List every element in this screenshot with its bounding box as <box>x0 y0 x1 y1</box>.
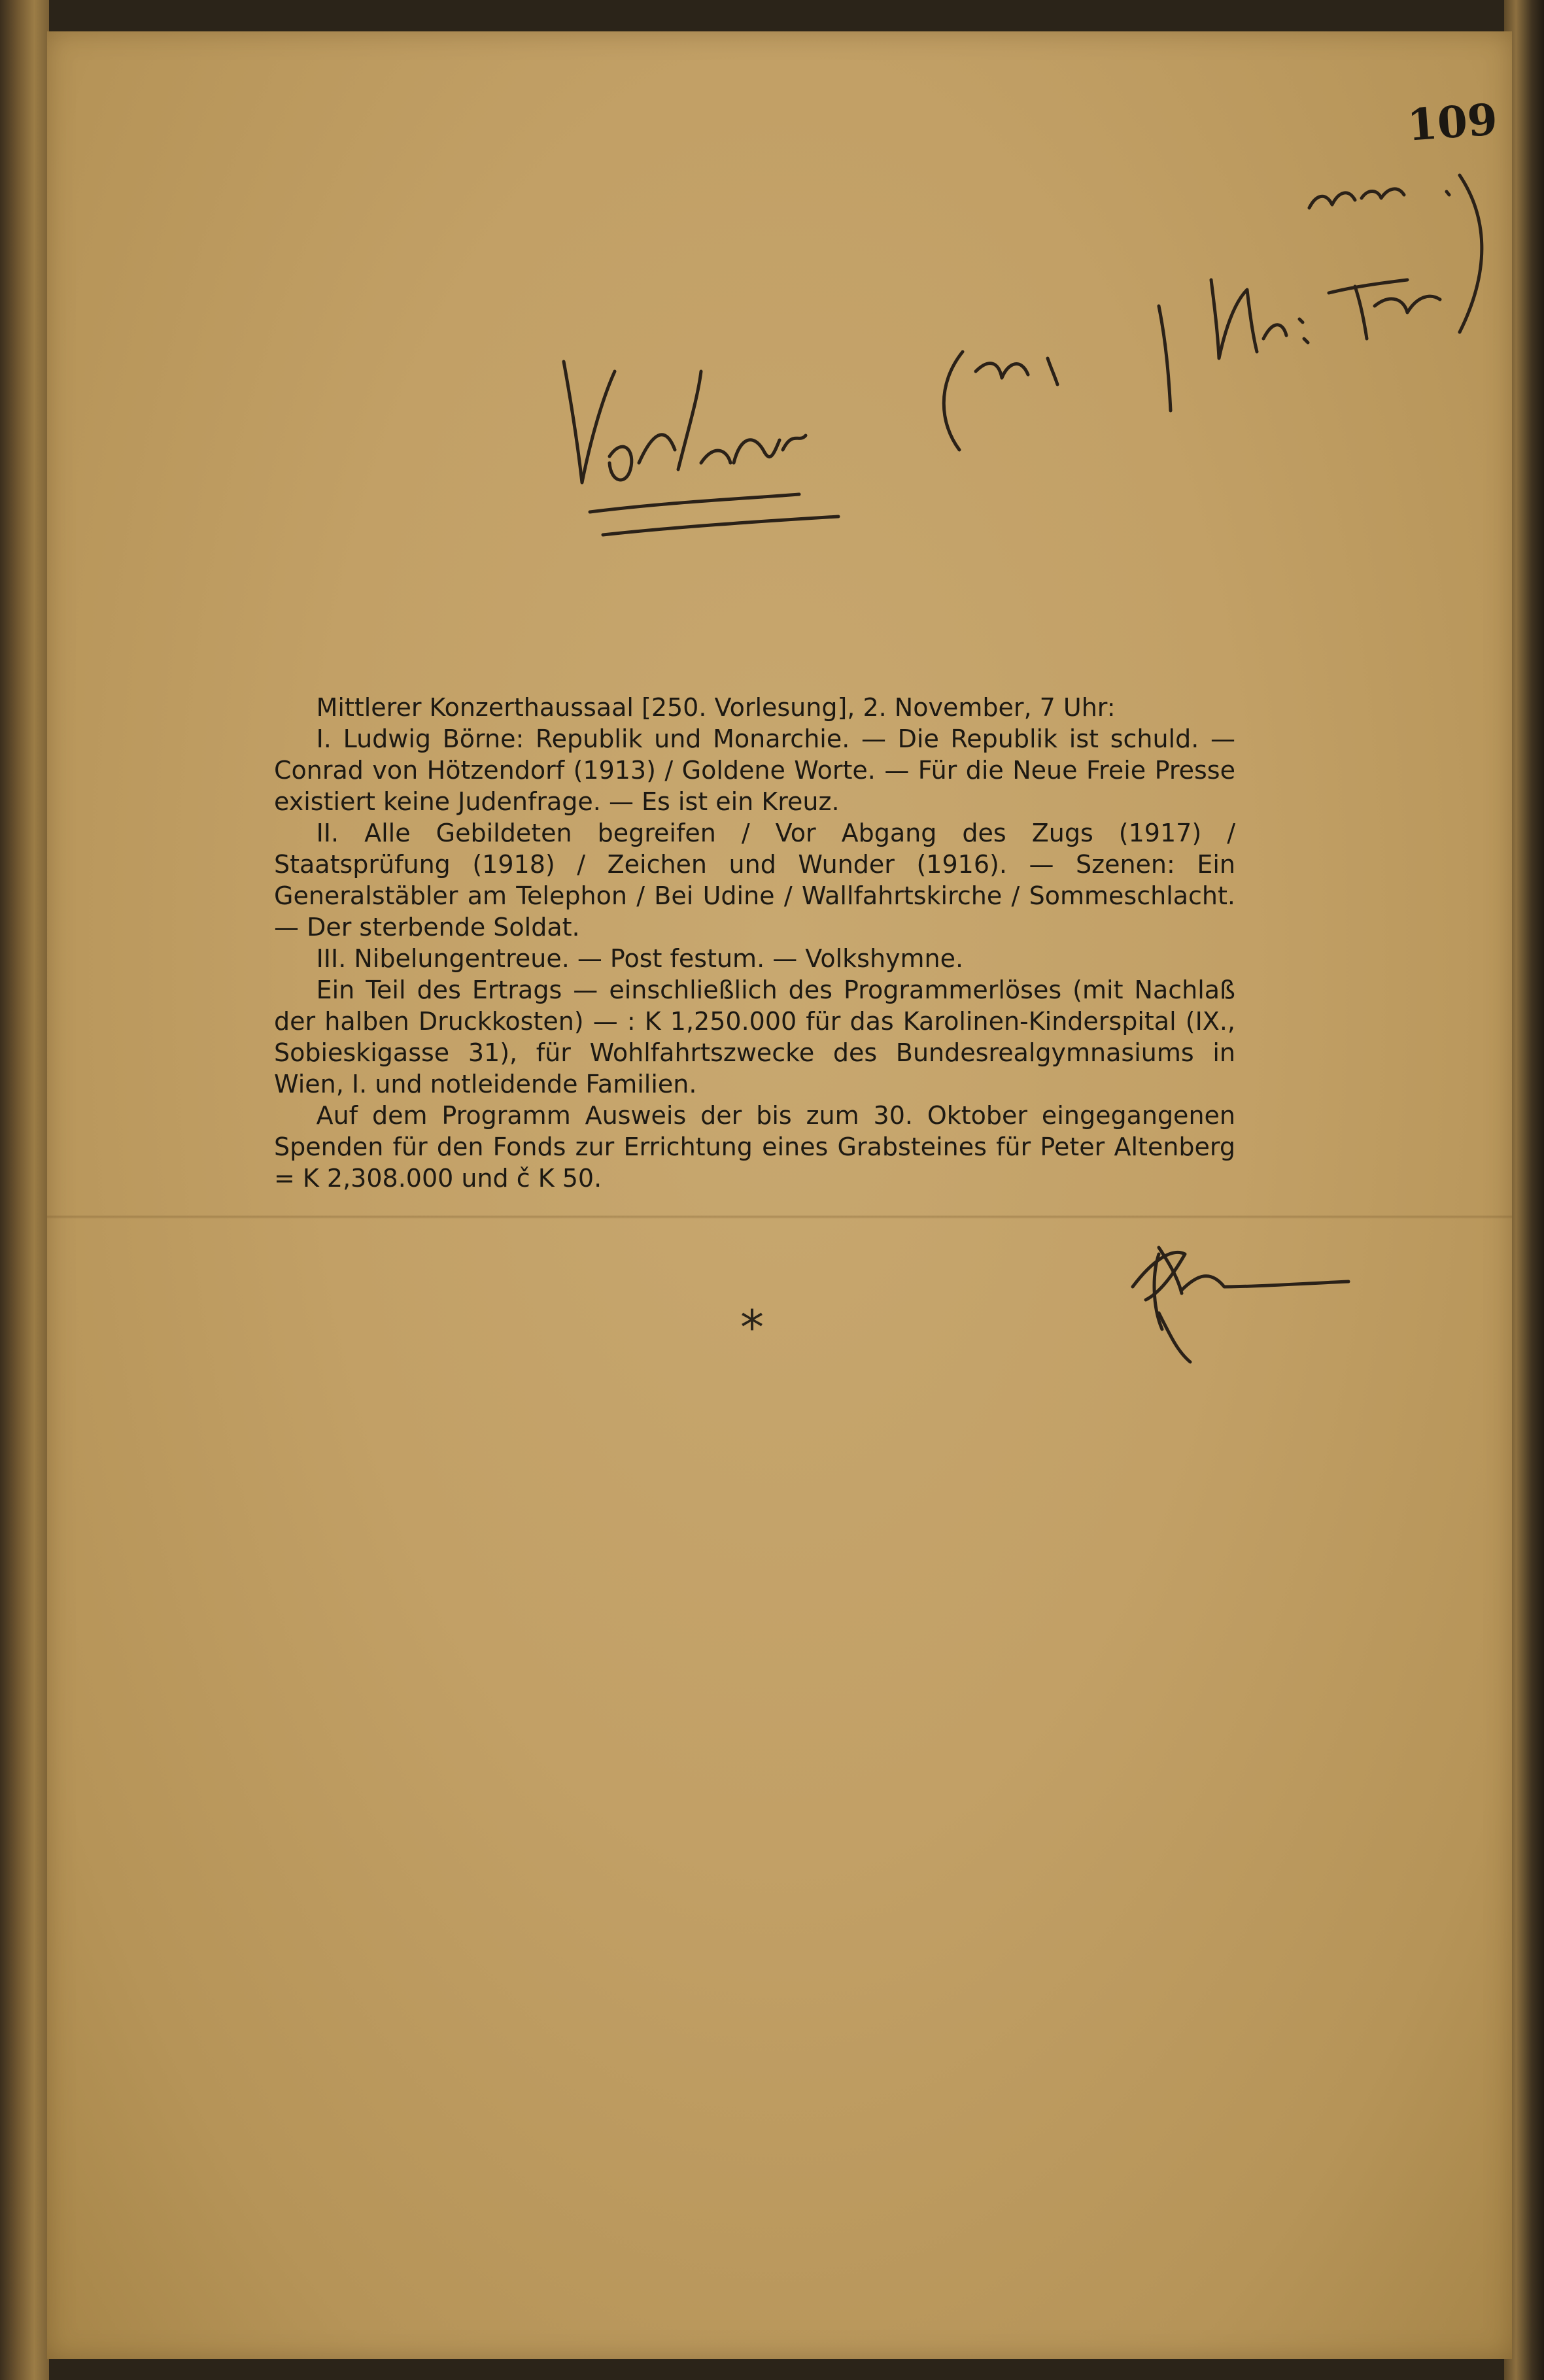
underline-2 <box>603 517 838 535</box>
handwritten-title <box>564 362 806 483</box>
folio-number: 109 <box>1405 94 1500 151</box>
paragraph-part-3: III. Nibelungentreue. — Post festum. — Volkshymne. <box>316 944 964 973</box>
paragraph-proceeds: Ein Teil des Ertrags — einschließlich des Programmerlöses (mit Nachlaß der halben Druckkosten) — : K 1,250.000 für das Karolinen-Kinderspital (IX., Sobieskigasse 31), für Wohlfahrtszwecke des Bundesrealgymnasiums in Wien, I. und notleidende Familien. <box>274 976 1235 1098</box>
document-page <box>47 31 1512 2359</box>
paragraph-part-2: II. Alle Gebildeten begreifen / Vor Abgang des Zugs (1917) / Staatsprüfung (1918) / Zeichen und Wunder (1916). — Szenen: Ein Generalstäbler am Telephon / Bei Udine / Wallfahrtskirche / Sommeschlacht. — Der sterbende Soldat. <box>274 819 1235 942</box>
handwritten-note <box>944 175 1482 450</box>
program-text <box>274 692 1235 1194</box>
book-binding <box>0 0 49 2380</box>
handwritten-superscript <box>1309 189 1449 208</box>
asterisk-mark: * <box>740 1300 764 1355</box>
paragraph-part-1: I. Ludwig Börne: Republik und Monarchie. — Die Republik ist schuld. — Conrad von Hötzendorf (1913) / Goldene Worte. — Für die Neue Freie Presse existiert keine Judenfrage. — Es ist ein Kreuz. <box>274 724 1235 816</box>
handwritten-paraph <box>1133 1248 1348 1362</box>
paragraph-header: Mittlerer Konzerthaussaal [250. Vorlesung], 2. November, 7 Uhr: <box>316 693 1116 722</box>
paragraph-donations: Auf dem Programm Ausweis der bis zum 30. Oktober eingegangenen Spenden für den Fonds zur Errichtung eines Grabsteines für Peter Altenberg = K 2,308.000 und č K 50. <box>274 1101 1235 1193</box>
underline-1 <box>590 494 799 512</box>
